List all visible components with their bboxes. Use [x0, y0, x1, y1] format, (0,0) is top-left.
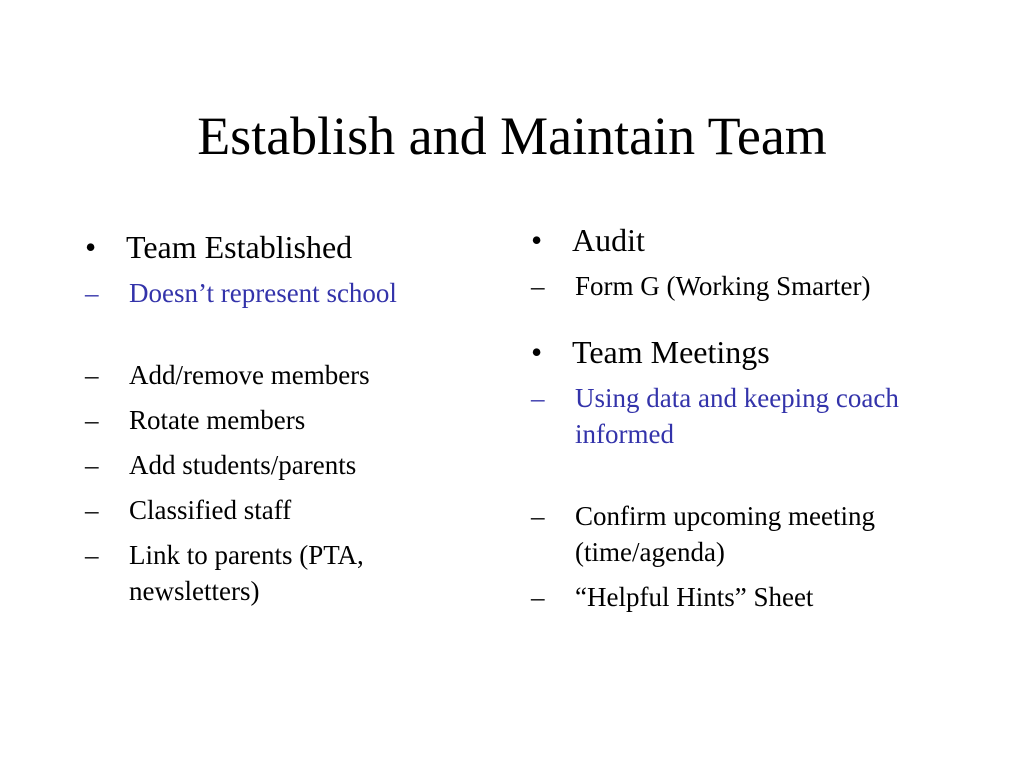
dash-icon: – — [531, 383, 545, 413]
bullet-team-established — [85, 225, 505, 269]
sub-item-label: Using data and keeping coach informed — [575, 383, 899, 449]
dash-icon: – — [531, 582, 545, 612]
sub-item-label: Add/remove members — [129, 360, 370, 390]
sub-item-label: Doesn’t represent school — [129, 278, 397, 308]
bullet-audit — [531, 218, 971, 262]
dash-icon: – — [531, 501, 545, 531]
bullet-icon: • — [531, 222, 543, 258]
dash-icon: – — [85, 278, 99, 308]
bullet-label: Team Established — [126, 229, 353, 265]
bullet-icon: • — [85, 229, 97, 265]
sub-item — [85, 447, 505, 483]
sub-item-label: Form G (Working Smarter) — [575, 271, 871, 301]
sub-item-label: Add students/parents — [129, 450, 357, 480]
sub-item — [85, 492, 505, 528]
sub-item — [85, 537, 459, 609]
right-column — [531, 218, 971, 615]
dash-icon: – — [85, 405, 99, 435]
sub-item — [531, 579, 971, 615]
sub-item-label: “Helpful Hints” Sheet — [575, 582, 814, 612]
dash-icon: – — [85, 495, 99, 525]
sub-item-label: Link to parents (PTA, newsletters) — [129, 540, 364, 606]
sub-item — [531, 498, 905, 570]
sub-item — [85, 275, 505, 311]
sub-item-label: Rotate members — [129, 405, 306, 435]
bullet-label: Team Meetings — [572, 334, 770, 370]
left-column — [85, 225, 505, 609]
bullet-label: Audit — [572, 222, 645, 258]
sub-item-label: Classified staff — [129, 495, 292, 525]
sub-item — [531, 380, 915, 452]
bullet-icon: • — [531, 334, 543, 370]
sub-item — [531, 268, 875, 304]
dash-icon: – — [85, 360, 99, 390]
dash-icon: – — [85, 450, 99, 480]
dash-icon: – — [85, 540, 99, 570]
bullet-team-meetings — [531, 330, 971, 374]
sub-item — [85, 357, 505, 393]
sub-item-label: Confirm upcoming meeting (time/agenda) — [575, 501, 875, 567]
sub-item — [85, 402, 505, 438]
slide-title: Establish and Maintain Team — [197, 106, 827, 166]
dash-icon: – — [531, 271, 545, 301]
